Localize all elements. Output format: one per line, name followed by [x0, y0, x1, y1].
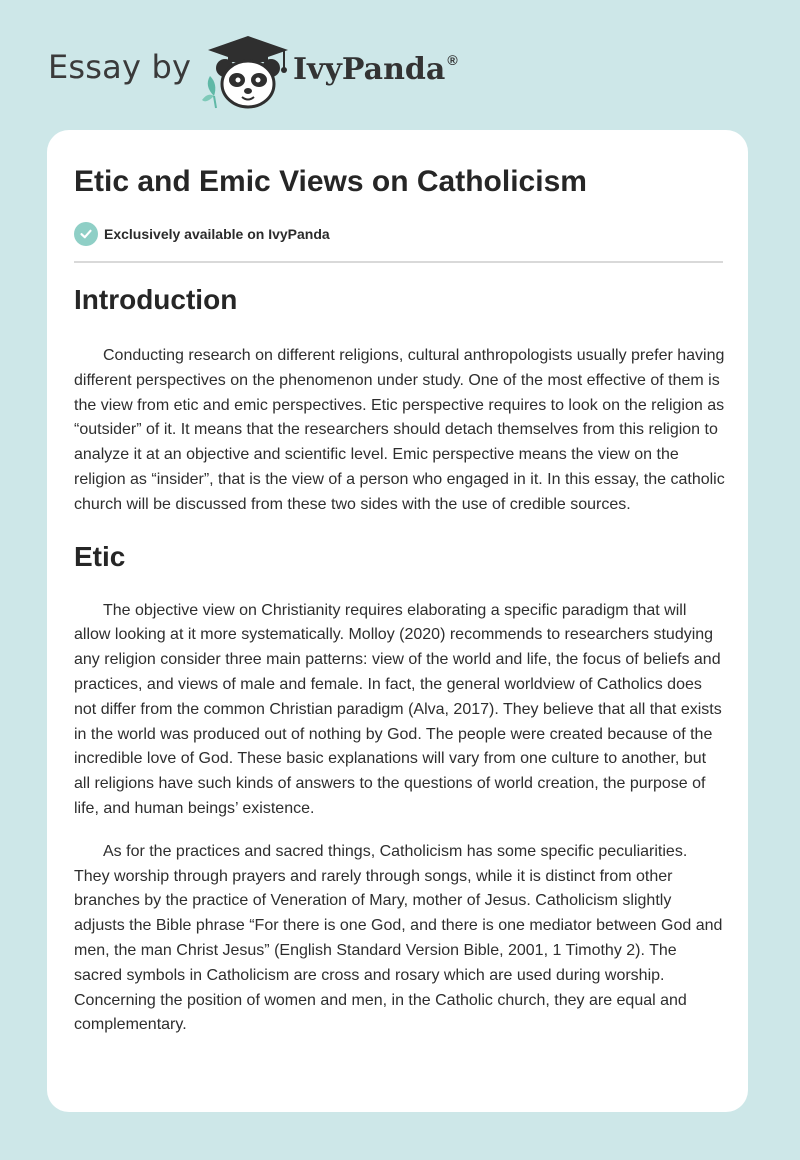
paragraph: Conducting research on different religions, cultural anthropologists usually prefer having different perspectives on the phenomenon under study. One of the most effective of them is the view from etic and emic perspectives. Etic perspective requires to look on the religion as “outsider” of it. It means that the researchers should detach themselves from this religion to analyze it at an objective and scientific level. Emic perspective means the view on the religion as “insider”, that is the view of a person who engaged in it. In this essay, the catholic church will be discussed from these two sides with the use of credible sources. [74, 347, 725, 513]
panda-graduate-icon[interactable] [200, 34, 296, 110]
exclusive-badge-label: Exclusively available on IvyPanda [104, 226, 330, 242]
brand-text: IvyPanda [293, 52, 446, 87]
paragraph: As for the practices and sacred things, Catholicism has some specific peculiarities. They worship through prayers and rarely through songs, while it is distinct from other branches by the practice of Veneration of Mary, mother of Jesus. Catholicism slightly adjusts the Bible phrase “For there is one God, and there is one mediator between God and men, the man Christ Jesus” (English Standard Version Bible, 2001, 1 Timothy 2). The sacred symbols in Catholicism are cross and rosary which are used during worship. Concerning the position of women and men, in the Catholic church, they are equal and complementary. [74, 842, 723, 1034]
divider [74, 261, 723, 263]
registered-mark: ® [447, 52, 458, 68]
brand-name[interactable] [293, 52, 458, 87]
essay-body [74, 282, 726, 1038]
paragraph: The objective view on Christianity requires elaborating a specific paradigm that will allow looking at it more systematically. Molloy (2020) recommends to researchers studying any religion consider three main patterns: view of the world and life, the focus of beliefs and practices, and views of male and female. In fact, the general worldview of Catholics does not differ from the common Christian paradigm (Alva, 2017). They believe that all that exists in the world was produced out of nothing by God. The people were created because of the incredible love of God. These basic explanations will vary from one culture to another, but all religions have such kinds of answers to the questions of world creation, the purpose of life, and human beings’ existence. [74, 601, 722, 817]
page-title: Etic and Emic Views on Catholicism [74, 165, 587, 198]
essay-card [47, 130, 748, 1112]
exclusive-badge [74, 222, 330, 246]
section-heading-etic: Etic [74, 540, 126, 572]
site-header [48, 34, 548, 114]
section-heading-introduction: Introduction [74, 284, 238, 315]
essay-by-label: Essay by [48, 48, 192, 86]
check-circle-icon [74, 222, 98, 246]
